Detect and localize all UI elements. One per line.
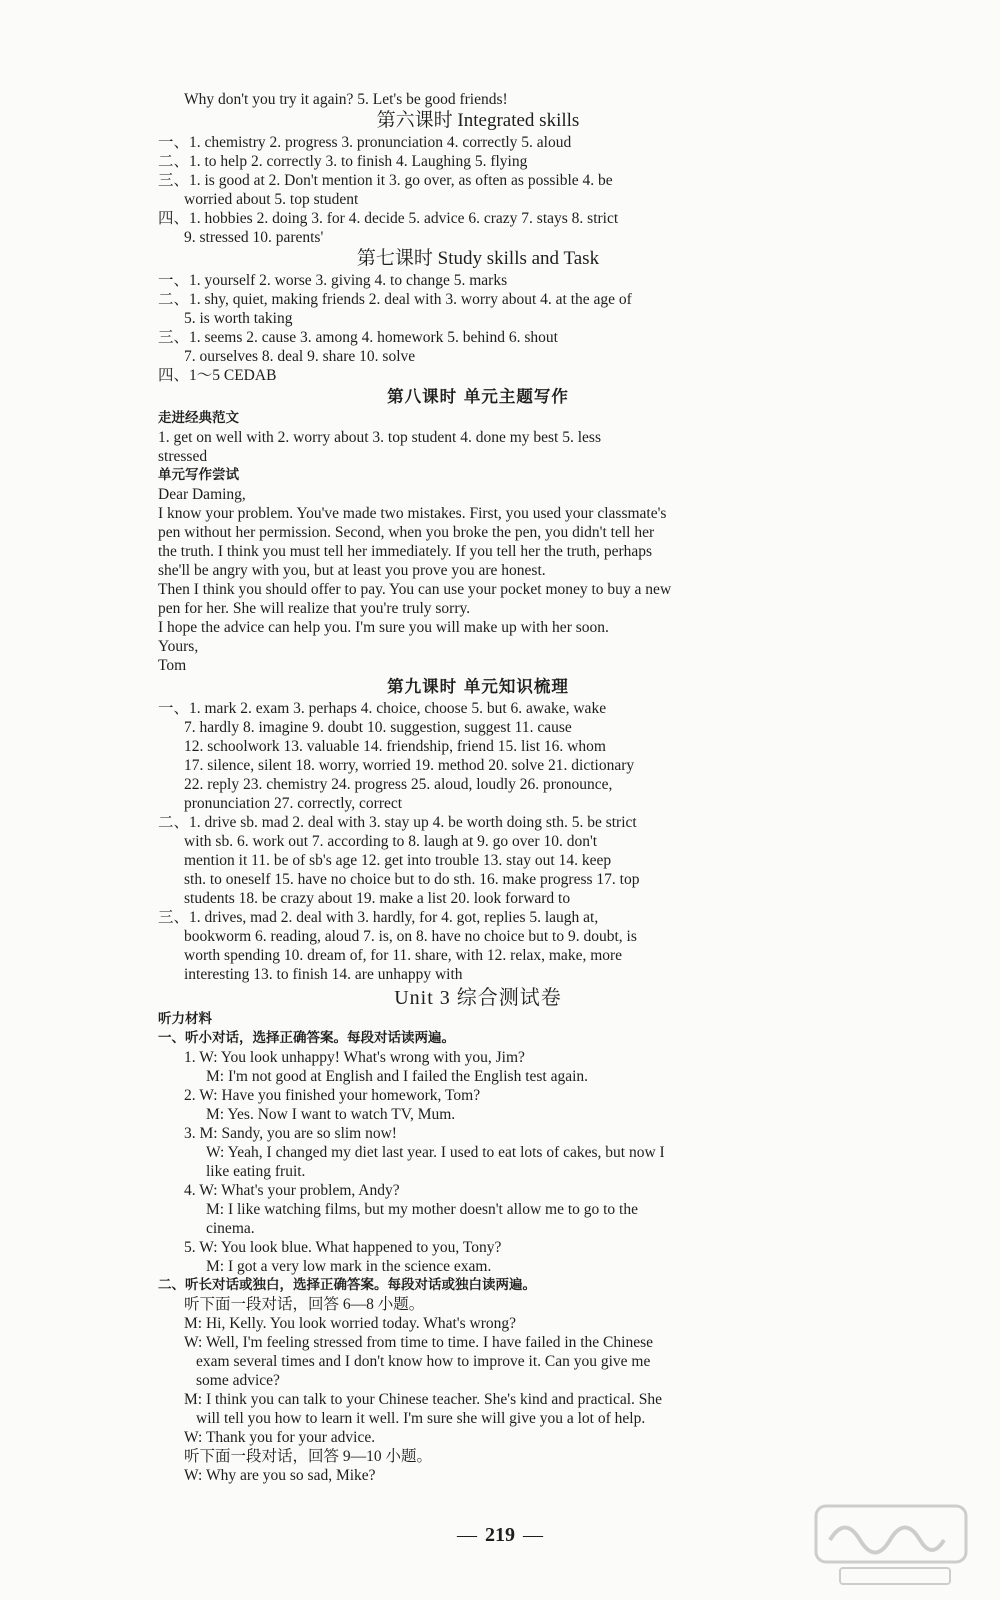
- section-title: 第六课时 Integrated skills: [376, 110, 580, 131]
- text-line: Why don't you try it again? 5. Let's be good friends!: [184, 91, 508, 108]
- unit-test-title: Unit 3 综合测试卷: [394, 987, 562, 1009]
- text-line: 二、1. to help 2. correctly 3. to finish 4. Laughing 5. flying: [158, 153, 528, 170]
- text-line: 一、1. chemistry 2. progress 3. pronunciation 4. correctly 5. aloud: [158, 134, 572, 151]
- subsection-heading: 一、听小对话，选择正确答案。每段对话读两遍。: [158, 1030, 455, 1046]
- section-title: 第九课时 单元知识梳理: [387, 677, 569, 696]
- section-title: 第八课时 单元主题写作: [387, 387, 569, 406]
- text-line: the truth. I think you must tell her immediately. If you tell her the truth, perhaps: [158, 543, 653, 560]
- text-line: sth. to oneself 15. have no choice but to do sth. 16. make progress 17. top: [184, 871, 640, 888]
- text-line: 5. is worth taking: [184, 310, 293, 327]
- text-line: M: I think you can talk to your Chinese teacher. She's kind and practical. She: [184, 1391, 663, 1408]
- text-line: Yours,: [158, 638, 199, 655]
- text-line: pronunciation 27. correctly, correct: [184, 795, 403, 812]
- text-line: cinema.: [206, 1220, 255, 1237]
- subsection-heading: 听力材料: [158, 1011, 212, 1027]
- text-line: 三、1. seems 2. cause 3. among 4. homework 5. behind 6. shout: [158, 329, 558, 346]
- text-line: like eating fruit.: [206, 1163, 306, 1180]
- text-line: W: Well, I'm feeling stressed from time to time. I have failed in the Chinese: [184, 1334, 653, 1351]
- text-line: M: Hi, Kelly. You look worried today. What's wrong?: [184, 1315, 516, 1332]
- text-line: Dear Daming,: [158, 486, 246, 503]
- text-line: 二、1. drive sb. mad 2. deal with 3. stay up 4. be worth doing sth. 5. be strict: [158, 814, 637, 831]
- text-line: 三、1. is good at 2. Don't mention it 3. go over, as often as possible 4. be: [158, 172, 613, 189]
- text-line: stressed: [158, 448, 208, 465]
- text-line: 一、1. yourself 2. worse 3. giving 4. to change 5. marks: [158, 272, 508, 289]
- text-line: I know your problem. You've made two mistakes. First, you used your classmate's: [158, 505, 667, 522]
- text-line: 7. ourselves 8. deal 9. share 10. solve: [184, 348, 416, 365]
- text-line: students 18. be crazy about 19. make a list 20. look forward to: [184, 890, 571, 907]
- text-line: W: Thank you for your advice.: [184, 1429, 376, 1446]
- text-line: I hope the advice can help you. I'm sure you will make up with her soon.: [158, 619, 609, 636]
- text-line: 9. stressed 10. parents': [184, 229, 324, 246]
- text-line: 四、1. hobbies 2. doing 3. for 4. decide 5. advice 6. crazy 7. stays 8. strict: [158, 210, 619, 227]
- text-line: she'll be angry with you, but at least you prove you are honest.: [158, 562, 546, 579]
- text-line: pen for her. She will realize that you're truly sorry.: [158, 600, 471, 617]
- text-line: M: I like watching films, but my mother doesn't allow me to go to the: [206, 1201, 638, 1218]
- text-line: 12. schoolwork 13. valuable 14. friendship, friend 15. list 16. whom: [184, 738, 606, 755]
- text-line: 2. W: Have you finished your homework, Tom?: [184, 1087, 481, 1104]
- text-line: 一、1. mark 2. exam 3. perhaps 4. choice, choose 5. but 6. awake, wake: [158, 700, 607, 717]
- text-line: with sb. 6. work out 7. according to 8. laugh at 9. go over 10. don't: [184, 833, 598, 850]
- text-line: mention it 11. be of sb's age 12. get into trouble 13. stay out 14. keep: [184, 852, 612, 869]
- text-line: Tom: [158, 657, 187, 674]
- text-line: 22. reply 23. chemistry 24. progress 25. aloud, loudly 26. pronounce,: [184, 776, 613, 793]
- text-line: 17. silence, silent 18. worry, worried 19. method 20. solve 21. dictionary: [184, 757, 635, 774]
- text-line: bookworm 6. reading, aloud 7. is, on 8. have no choice but to 9. doubt, is: [184, 928, 637, 945]
- text-line: some advice?: [196, 1372, 280, 1389]
- text-line: 1. get on well with 2. worry about 3. top student 4. done my best 5. less: [158, 429, 601, 446]
- text-line: 4. W: What's your problem, Andy?: [184, 1182, 400, 1199]
- text-line: will tell you how to learn it well. I'm sure she will give you a lot of help.: [196, 1410, 646, 1427]
- text-line: 1. W: You look unhappy! What's wrong with you, Jim?: [184, 1049, 525, 1066]
- subsection-heading: 走进经典范文: [158, 410, 239, 426]
- text-line: 7. hardly 8. imagine 9. doubt 10. suggestion, suggest 11. cause: [184, 719, 572, 736]
- text-line: M: I got a very low mark in the science exam.: [206, 1258, 492, 1275]
- text-line: M: I'm not good at English and I failed the English test again.: [206, 1068, 589, 1085]
- answer-key-content: [158, 90, 798, 1485]
- text-line: worth spending 10. dream of, for 11. share, with 12. relax, make, more: [184, 947, 623, 964]
- subsection-heading: 二、听长对话或独白，选择正确答案。每段对话或独白读两遍。: [158, 1277, 536, 1293]
- text-line: 四、1～5 CEDAB: [158, 367, 277, 384]
- text-line: exam several times and I don't know how to improve it. Can you give me: [196, 1353, 651, 1370]
- text-line: 三、1. drives, mad 2. deal with 3. hardly, for 4. got, replies 5. laugh at,: [158, 909, 599, 926]
- page-number-value: 219: [485, 1524, 515, 1546]
- text-line: W: Why are you so sad, Mike?: [184, 1467, 376, 1484]
- text-line: M: Yes. Now I want to watch TV, Mum.: [206, 1106, 456, 1123]
- text-line: interesting 13. to finish 14. are unhappy with: [184, 966, 463, 983]
- text-line: 听下面一段对话，回答 9—10 小题。: [184, 1448, 433, 1465]
- subsection-heading: 单元写作尝试: [158, 467, 239, 483]
- footer-dash-right: —: [523, 1524, 543, 1546]
- text-line: Then I think you should offer to pay. You can use your pocket money to buy a new: [158, 581, 672, 598]
- text-line: 3. M: Sandy, you are so slim now!: [184, 1125, 397, 1142]
- section-title: 第七课时 Study skills and Task: [356, 248, 600, 269]
- text-line: 二、1. shy, quiet, making friends 2. deal with 3. worry about 4. at the age of: [158, 291, 632, 308]
- footer-dash-left: —: [457, 1524, 477, 1546]
- text-line: 5. W: You look blue. What happened to you, Tony?: [184, 1239, 502, 1256]
- text-line: pen without her permission. Second, when you broke the pen, you didn't tell her: [158, 524, 655, 541]
- watermark-logo-icon: [810, 1500, 980, 1592]
- text-line: worried about 5. top student: [184, 191, 359, 208]
- text-line: 听下面一段对话，回答 6—8 小题。: [184, 1296, 425, 1313]
- text-line: W: Yeah, I changed my diet last year. I used to eat lots of cakes, but now I: [206, 1144, 665, 1161]
